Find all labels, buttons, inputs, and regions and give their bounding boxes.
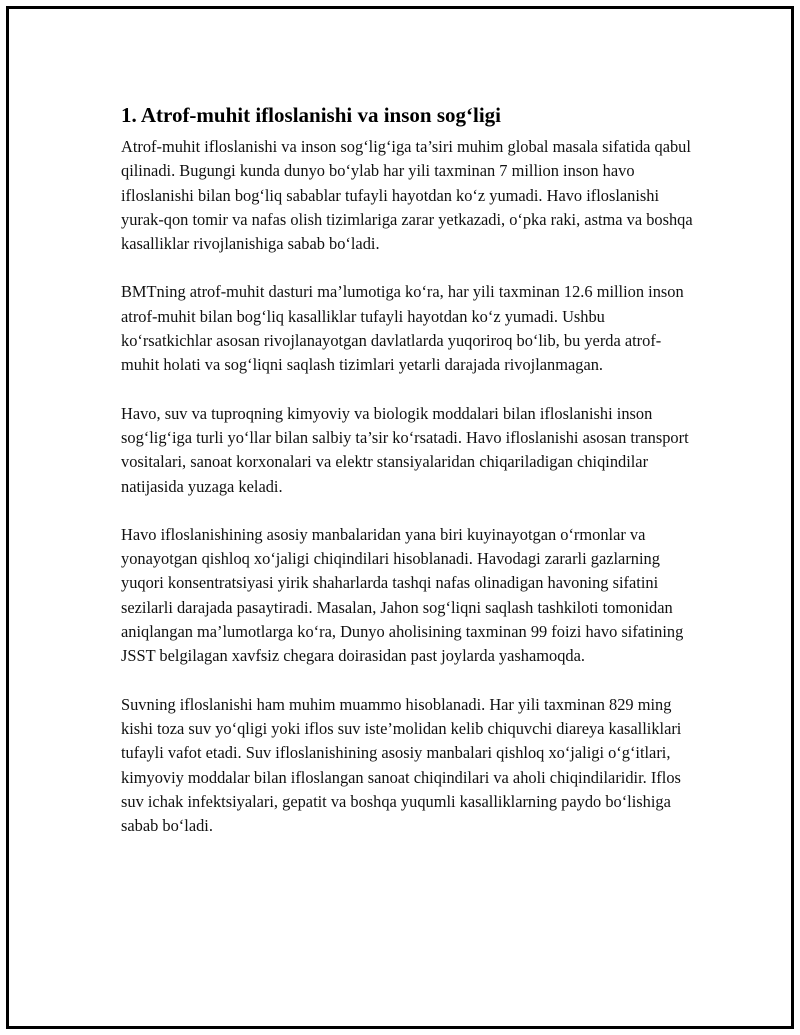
- section-heading: 1. Atrof-muhit ifloslanishi va inson sog‘ligi: [121, 103, 502, 127]
- paragraph-1: Atrof-muhit ifloslanishi va inson sog‘lig‘iga ta’siri muhim global masala sifatida qabul qilinadi. Bugungi kunda dunyo bo‘ylab har yili taxminan 7 million inson havo ifloslanishi bilan bog‘liq sabablar tufayli hayotdan ko‘z yumadi. Havo ifloslanishi yurak-qon tomir va nafas olish tizimlariga zarar yetkazadi, o‘pka raki, astma va boshqa kasalliklar rivojlanishiga sabab bo‘ladi.: [121, 137, 693, 254]
- paragraph-4: Havo ifloslanishining asosiy manbalaridan yana biri kuyinayotgan o‘rmonlar va yonayotgan qishloq xo‘jaligi chiqindilari hisoblanadi. Havodagi zararli gazlarning yuqori konsentratsiyasi yirik shaharlarda tashqi nafas olinadigan havoning sifatini sezilarli darajada pasaytiradi. Masalan, Jahon sog‘liqni saqlash tashkiloti tomonidan aniqlangan ma’lumotlarga ko‘ra, Dunyo aholisining taxminan 99 foizi havo sifatining JSST belgilagan xavfsiz chegara doirasidan past joylarda yashamoqda.: [121, 524, 684, 666]
- paragraph-3: Havo, suv va tuproqning kimyoviy va biologik moddalari bilan ifloslanishi inson sog‘lig‘iga turli yo‘llar bilan salbiy ta’sir ko‘rsatadi. Havo ifloslanishi asosan transport vositalari, sanoat korxonalari va elektr stansiyalaridan chiqariladigan chiqindilar natijasida yuzaga keladi.: [121, 403, 689, 496]
- paragraph-5: Suvning ifloslanishi ham muhim muammo hisoblanadi. Har yili taxminan 829 ming kishi toza suv yo‘qligi yoki iflos suv iste’molidan kelib chiquvchi diareya kasalliklari tufayli vafot etadi. Suv ifloslanishining asosiy manbalari qishloq xo‘jaligi o‘g‘itlari, kimyoviy moddalar bilan ifloslangan sanoat chiqindilari va aholi chiqindilaridir. Iflos suv ichak infektsiyalari, gepatit va boshqa yuqumli kasalliklarning paydo bo‘lishiga sabab bo‘ladi.: [121, 694, 682, 836]
- page-frame: [6, 6, 794, 1029]
- document-body: [121, 101, 696, 862]
- paragraph-2: BMTning atrof-muhit dasturi ma’lumotiga ko‘ra, har yili taxminan 12.6 million inson atrof-muhit bilan bog‘liq kasalliklar tufayli hayotdan ko‘z yumadi. Ushbu ko‘rsatkichlar asosan rivojlanayotgan davlatlarda yuqoriroq bo‘lib, bu yerda atrof-muhit holati va sog‘liqni saqlash tizimlari yetarli darajada rivojlanmagan.: [121, 282, 684, 375]
